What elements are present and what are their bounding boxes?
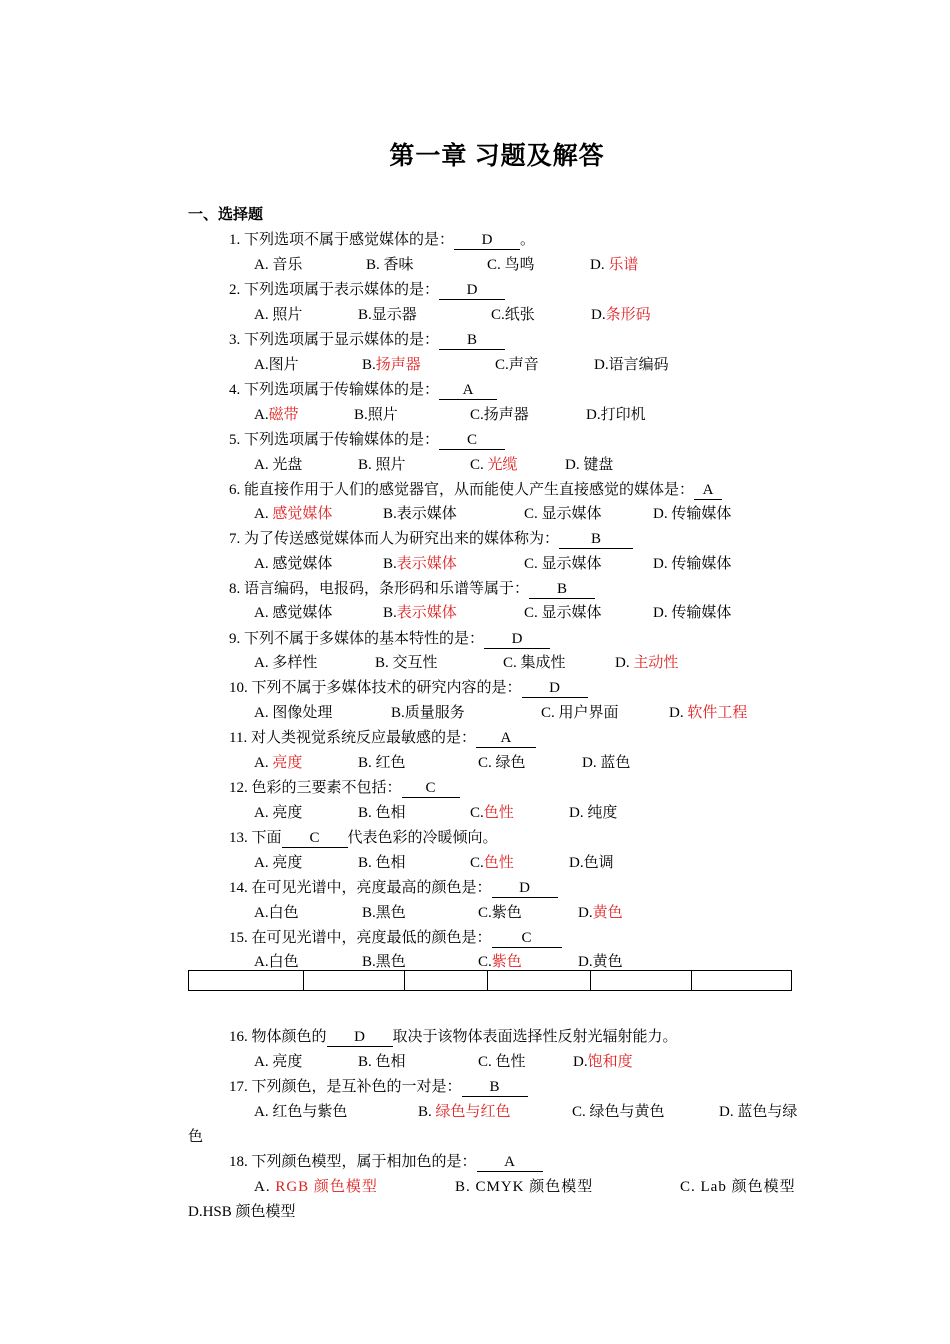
correct-answer: 乐谱 — [608, 257, 639, 273]
option-c: C. 色性 — [478, 1054, 526, 1070]
answer-blank: A — [477, 1155, 543, 1172]
question-suffix: 代表色彩的冷暖倾向。 — [347, 830, 498, 846]
option-c: C. 鸟鸣 — [487, 257, 535, 273]
answer-blank: D — [484, 632, 550, 649]
table-cell — [591, 971, 692, 990]
option-a: A. 亮度 — [254, 755, 303, 771]
option-c: C.扬声器 — [470, 407, 529, 423]
option-c: C. 绿色与黄色 — [572, 1104, 665, 1120]
correct-answer: 黄色 — [592, 905, 623, 921]
option-d: D. 主动性 — [615, 655, 679, 671]
option-a: A. 感觉媒体 — [254, 605, 333, 621]
question-10 — [229, 676, 588, 698]
question-text: 16. 物体颜色的 — [229, 1029, 327, 1045]
correct-answer: 表示媒体 — [396, 556, 457, 572]
option-a: A. 照片 — [254, 307, 303, 323]
option-a: A.磁带 — [254, 407, 299, 423]
question-1 — [229, 228, 535, 250]
empty-table-row — [188, 970, 792, 991]
option-a: A.白色 — [254, 905, 299, 921]
question-7 — [229, 527, 633, 549]
option-b: B.质量服务 — [391, 705, 465, 721]
question-2 — [229, 278, 505, 300]
option-b: B. 色相 — [358, 855, 406, 871]
option-c: C.紫色 — [478, 905, 522, 921]
option-a: A. 感觉媒体 — [254, 556, 333, 572]
answer-blank: D — [327, 1030, 393, 1047]
question-text: 5. 下列选项属于传输媒体的是： — [229, 432, 440, 448]
table-cell — [405, 971, 488, 990]
answer-blank: C — [439, 433, 505, 450]
correct-answer: 色性 — [483, 805, 514, 821]
option-d: D.饱和度 — [573, 1054, 633, 1070]
question-text: 7. 为了传送感觉媒体而人为研究出来的媒体称为： — [229, 531, 560, 547]
option-a: A. 音乐 — [254, 257, 303, 273]
option-a: A. 红色与紫色 — [254, 1104, 348, 1120]
option-a: A. 图像处理 — [254, 705, 333, 721]
option-b: B.显示器 — [358, 307, 417, 323]
question-text: 1. 下列选项不属于感觉媒体的是： — [229, 232, 455, 248]
option-b: B. 色相 — [358, 1054, 406, 1070]
option-d: D.打印机 — [586, 407, 646, 423]
correct-answer: 光缆 — [487, 457, 518, 473]
question-text: 14. 在可见光谱中，亮度最高的颜色是： — [229, 880, 492, 896]
option-b: B. 照片 — [358, 457, 406, 473]
option-b: B. CMYK 颜色模型 — [455, 1179, 594, 1195]
option-c: C. 用户界面 — [541, 705, 619, 721]
option-d: D. 蓝色 — [582, 755, 631, 771]
option-c: C. 显示媒体 — [524, 506, 602, 522]
answer-blank: C — [492, 931, 562, 948]
option-d: D. 传输媒体 — [653, 556, 732, 572]
table-cell — [189, 971, 304, 990]
option-d: D. 键盘 — [565, 457, 614, 473]
question-text: 13. 下面 — [229, 830, 282, 846]
page-title: 第一章 习题及解答 — [389, 143, 605, 170]
correct-answer: 感觉媒体 — [272, 506, 333, 522]
question-text: 4. 下列选项属于传输媒体的是： — [229, 382, 440, 398]
option-c: C.色性 — [470, 805, 514, 821]
question-suffix: 。 — [520, 232, 536, 248]
correct-answer: 亮度 — [272, 755, 303, 771]
option-b: B.表示媒体 — [383, 556, 457, 572]
option-d: D. 乐谱 — [590, 257, 639, 273]
table-cell — [304, 971, 405, 990]
correct-answer: 软件工程 — [687, 705, 748, 721]
option-b: B. 交互性 — [375, 655, 438, 671]
answer-blank: A — [439, 383, 497, 400]
option-c: C.声音 — [495, 357, 539, 373]
option-a: A. 感觉媒体 — [254, 506, 333, 522]
correct-answer: 条形码 — [605, 307, 651, 323]
answer-blank: D — [454, 233, 520, 250]
answer-blank: B — [529, 582, 595, 599]
answer-blank: A — [476, 731, 536, 748]
answer-blank: B — [462, 1080, 528, 1097]
section-heading: 一、选择题 — [188, 207, 264, 223]
question-text: 10. 下列不属于多媒体技术的研究内容的是： — [229, 680, 522, 696]
question-18 — [229, 1150, 543, 1172]
answer-blank: A — [694, 483, 722, 500]
option-b: B.扬声器 — [362, 357, 421, 373]
option-b: B. 色相 — [358, 805, 406, 821]
option-d: D. 传输媒体 — [653, 605, 732, 621]
question-text: 12. 色彩的三要素不包括： — [229, 780, 402, 796]
question-8 — [229, 577, 595, 599]
option-c: C.紫色 — [478, 954, 522, 970]
question-16 — [229, 1025, 678, 1047]
question-9 — [229, 627, 550, 649]
answer-blank: B — [559, 532, 633, 549]
option-a: A. 光盘 — [254, 457, 303, 473]
question-text: 2. 下列选项属于表示媒体的是： — [229, 282, 440, 298]
question-14 — [229, 876, 558, 898]
option-d: D.黄色 — [578, 905, 623, 921]
option-d: D.HSB 颜色模型 — [188, 1204, 296, 1220]
table-cell — [488, 971, 591, 990]
option-b: B. 绿色与红色 — [418, 1104, 511, 1120]
option-d-wrap: 色 — [188, 1129, 204, 1145]
correct-answer: 色性 — [483, 855, 514, 871]
question-11 — [229, 726, 536, 748]
option-b: B.照片 — [354, 407, 398, 423]
correct-answer: 主动性 — [633, 655, 679, 671]
question-4 — [229, 378, 497, 400]
option-b: B.表示媒体 — [383, 506, 457, 522]
option-d: D.黄色 — [578, 954, 623, 970]
option-b: B. 红色 — [358, 755, 406, 771]
correct-answer: 绿色与红色 — [435, 1104, 511, 1120]
table-cell — [692, 971, 791, 990]
correct-answer: RGB 颜色模型 — [275, 1179, 378, 1195]
question-6 — [229, 478, 722, 500]
correct-answer: 表示媒体 — [396, 605, 457, 621]
answer-blank: D — [522, 681, 588, 698]
question-text: 17. 下列颜色，是互补色的一对是： — [229, 1079, 462, 1095]
option-a: A. 亮度 — [254, 805, 303, 821]
question-5 — [229, 428, 505, 450]
option-a: A. 亮度 — [254, 855, 303, 871]
answer-blank: C — [402, 781, 460, 798]
option-a: A.白色 — [254, 954, 299, 970]
question-13 — [229, 826, 498, 848]
option-b: B. 香味 — [366, 257, 414, 273]
question-text: 15. 在可见光谱中，亮度最低的颜色是： — [229, 930, 492, 946]
question-text: 9. 下列不属于多媒体的基本特性的是： — [229, 631, 485, 647]
option-d: D.条形码 — [591, 307, 651, 323]
question-text: 18. 下列颜色模型，属于相加色的是： — [229, 1154, 477, 1170]
option-c: C. 显示媒体 — [524, 605, 602, 621]
answer-blank: D — [492, 881, 558, 898]
option-c: C. Lab 颜色模型 — [680, 1179, 796, 1195]
answer-blank: D — [439, 283, 505, 300]
correct-answer: 磁带 — [268, 407, 299, 423]
option-c: C. 绿色 — [478, 755, 526, 771]
option-b: B.表示媒体 — [383, 605, 457, 621]
option-a: A. 亮度 — [254, 1054, 303, 1070]
answer-blank: B — [439, 333, 505, 350]
option-d: D.色调 — [569, 855, 614, 871]
option-d: D. 软件工程 — [669, 705, 748, 721]
question-15 — [229, 926, 562, 948]
option-b: B.黑色 — [362, 905, 406, 921]
question-text: 3. 下列选项属于显示媒体的是： — [229, 332, 440, 348]
option-a: A. 多样性 — [254, 655, 318, 671]
option-c: C. 显示媒体 — [524, 556, 602, 572]
option-a: A.图片 — [254, 357, 299, 373]
question-12 — [229, 776, 460, 798]
option-d: D. 蓝色与绿 — [719, 1104, 798, 1120]
option-d: D. 纯度 — [569, 805, 618, 821]
option-d: D.语言编码 — [594, 357, 669, 373]
option-d: D. 传输媒体 — [653, 506, 732, 522]
question-text: 8. 语言编码，电报码，条形码和乐谱等属于： — [229, 581, 530, 597]
question-3 — [229, 328, 505, 350]
option-c: C.纸张 — [491, 307, 535, 323]
option-c: C. 集成性 — [503, 655, 566, 671]
answer-blank: C — [282, 831, 348, 848]
question-17 — [229, 1075, 528, 1097]
correct-answer: 饱和度 — [587, 1054, 633, 1070]
option-c: C.色性 — [470, 855, 514, 871]
question-suffix: 取决于该物体表面选择性反射光辐射能力。 — [392, 1029, 678, 1045]
correct-answer: 紫色 — [491, 954, 522, 970]
option-a: A. RGB 颜色模型 — [254, 1179, 378, 1195]
option-c: C. 光缆 — [470, 457, 518, 473]
option-b: B.黑色 — [362, 954, 406, 970]
question-text: 6. 能直接作用于人们的感觉器官，从而能使人产生直接感觉的媒体是： — [229, 482, 695, 498]
correct-answer: 扬声器 — [375, 357, 421, 373]
question-text: 11. 对人类视觉系统反应最敏感的是： — [229, 730, 476, 746]
